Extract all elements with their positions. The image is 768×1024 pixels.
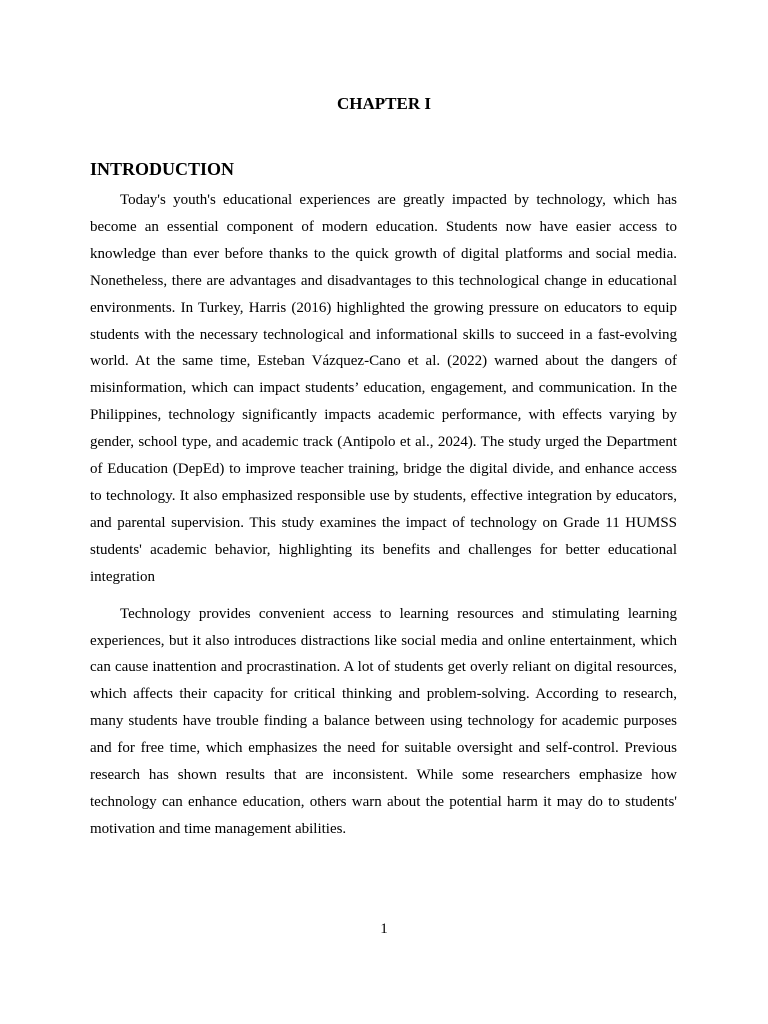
- section-title: INTRODUCTION: [90, 159, 235, 179]
- paragraph-1: Today's youth's educational experiences are greatly impacted by technology, which has become an essential component of modern education. Students now have easier access to knowledge than ever before thanks to the quick growth of digital platforms and social media. Nonetheless, there are advantages and disadvantages to this technological change in educational environments. In Turkey, Harris (2016) highlighted the growing pressure on educators to equip students with the necessary technological and informational skills to succeed in a fast-evolving world. At the same time, Esteban Vázquez-Cano et al. (2022) warned about the dangers of misinformation, which can impact students’ education, engagement, and communication. In the Philippines, technology significantly impacts academic performance, with effects varying by gender, school type, and academic track (Antipolo et al., 2024). The study urged the Department of Education (DepEd) to improve teacher training, bridge the digital divide, and enhance access to technology. It also emphasized responsible use by students, effective integration by educators, and parental supervision. This study examines the impact of technology on Grade 11 HUMSS students' academic behavior, highlighting its benefits and challenges for better educational integration: [90, 192, 677, 585]
- chapter-title: CHAPTER I: [337, 94, 431, 113]
- paragraph-2: Technology provides convenient access to learning resources and stimulating learning experiences, but it also introduces distractions like social media and online entertainment, which can cause inattention and procrastination. A lot of students get overly reliant on digital resources, which affects their capacity for critical thinking and problem-solving. According to research, many students have trouble finding a balance between using technology for academic purposes and for free time, which emphasizes the need for suitable oversight and self-control. Previous research has shown results that are inconsistent. While some researchers emphasize how technology can enhance education, others warn about the potential harm it may do to students' motivation and time management abilities.: [90, 605, 677, 837]
- body-text: [90, 187, 677, 853]
- page-number: 1: [380, 921, 388, 937]
